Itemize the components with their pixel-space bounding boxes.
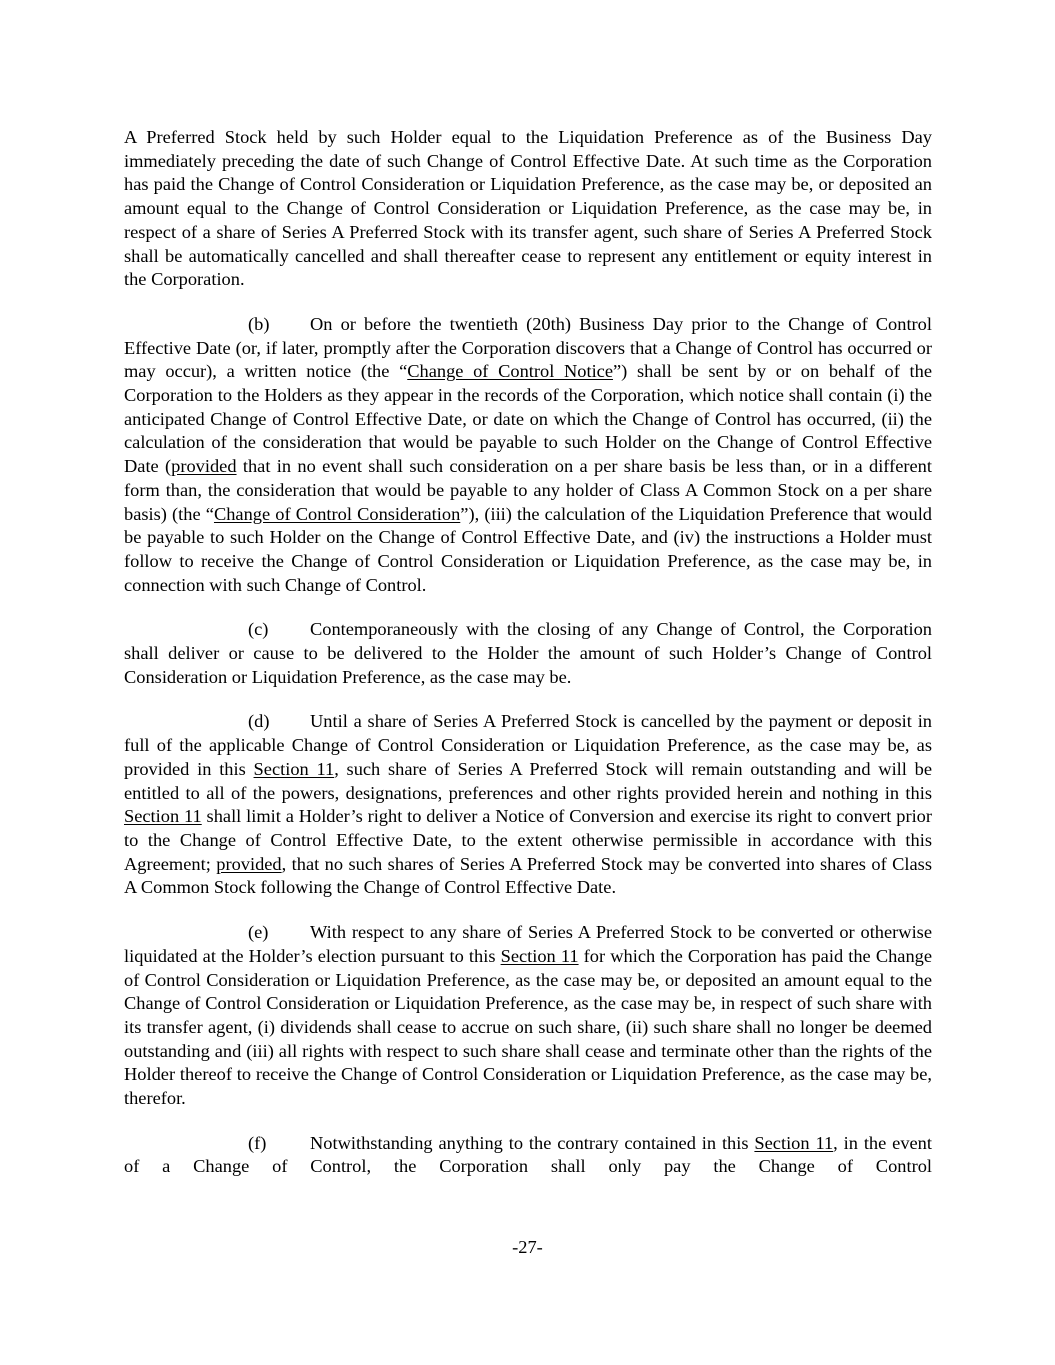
page-number: -27- (512, 1237, 543, 1257)
paragraph-a-continuation: A Preferred Stock held by such Holder equal to the Liquidation Preference as of the Business Day immediately preceding the date of such Change of Control Effective Date. At such time as the Corporation has paid the Change of Control Consideration or Liquidation Preference, as the case may be, or deposited an amount equal to the Change of Control Consideration or Liquidation Preference, as the case may be, in respect of a share of Series A Preferred Stock with its transfer agent, such share of Series A Preferred Stock shall be automatically cancelled and shall thereafter cease to represent any entitlement or equity interest in the Corporation. (124, 127, 932, 290)
paragraph-f-label: (f) (248, 1132, 267, 1153)
provided-term: provided (216, 853, 282, 874)
paragraph-e: (e) With respect to any share of Series A Preferred Stock to be converted or otherwise liquidated at the Holder’s election pursuant to this Section 11 for which the Corporation has paid the Change of Control Consideration or Liquidation Preference, as the case may be, or deposited an amount equal to the Change of Control Consideration or Liquidation Preference, as the case may be, in respect of such share with its transfer agent, (i) dividends shall cease to accrue on such share, (ii) such share shall no longer be deemed outstanding and (iii) all rights with respect to such share shall cease and terminate other than the rights of the Holder thereof to receive the Change of Control Consideration or Liquidation Preference, as the case may be, therefor. (124, 922, 932, 1109)
section-reference: Section 11 (124, 806, 202, 827)
document-page (124, 126, 932, 1200)
provided-term: provided (171, 456, 237, 477)
paragraph-d-label: (d) (248, 711, 270, 732)
paragraph-c: (c) Contemporaneously with the closing of any Change of Control, the Corporation shall deliver or cause to be delivered to the Holder the amount of such Holder’s Change of Control Consideration or Liquidation Preference, as the case may be. (124, 619, 932, 687)
defined-term-change-of-control-consideration: Change of Control Consideration (213, 503, 461, 524)
section-reference: Section 11 (754, 1132, 834, 1153)
section-reference: Section 11 (500, 945, 579, 966)
paragraph-f: (f) Notwithstanding anything to the contrary contained in this Section 11, in the event of a Change of Control, the Corporation shall only pay the Change of Control (124, 1132, 932, 1177)
defined-term-change-of-control-notice: Change of Control Notice (407, 361, 614, 382)
paragraph-c-label: (c) (248, 619, 269, 640)
section-reference: Section 11 (253, 758, 335, 779)
paragraph-b: (b) On or before the twentieth (20th) Business Day prior to the Change of Control Effective Date (or, if later, promptly after the Corporation discovers that a Change of Control has occurred or may occur), a written notice (the “Change of Control Notice”) shall be sent by or on behalf of the Corporation to the Holders as they appear in the records of the Corporation, which notice shall contain (i) the anticipated Change of Control Effective Date, or date on which the Change of Control has occurred, (ii) the calculation of the consideration that would be payable to such Holder on the Change of Control Effective Date (provided that in no event shall such consideration on a per share basis be less than, or in a different form than, the consideration that would be payable to any holder of Class A Common Stock on a per share basis) (the “Change of Control Consideration”), (iii) the calculation of the Liquidation Preference that would be payable to such Holder on the Change of Control Effective Date, and (iv) the instructions a Holder must follow to receive the Change of Control Consideration or Liquidation Preference, as the case may be, in connection with such Change of Control. (124, 313, 933, 595)
paragraph-d: (d) Until a share of Series A Preferred Stock is cancelled by the payment or deposit in full of the applicable Change of Control Consideration or Liquidation Preference, as the case may be, as provided in this Section 11, such share of Series A Preferred Stock will remain outstanding and will be entitled to all of the powers, designations, preferences and other rights provided herein and nothing in this Section 11 shall limit a Holder’s right to deliver a Notice of Conversion and exercise its right to convert prior to the Change of Control Effective Date, to the extent otherwise permissible in accordance with this Agreement; provided, that no such shares of Series A Preferred Stock may be converted into shares of Class A Common Stock following the Change of Control Effective Date. (124, 711, 933, 898)
paragraph-b-label: (b) (248, 313, 270, 334)
paragraph-e-label: (e) (248, 922, 269, 943)
